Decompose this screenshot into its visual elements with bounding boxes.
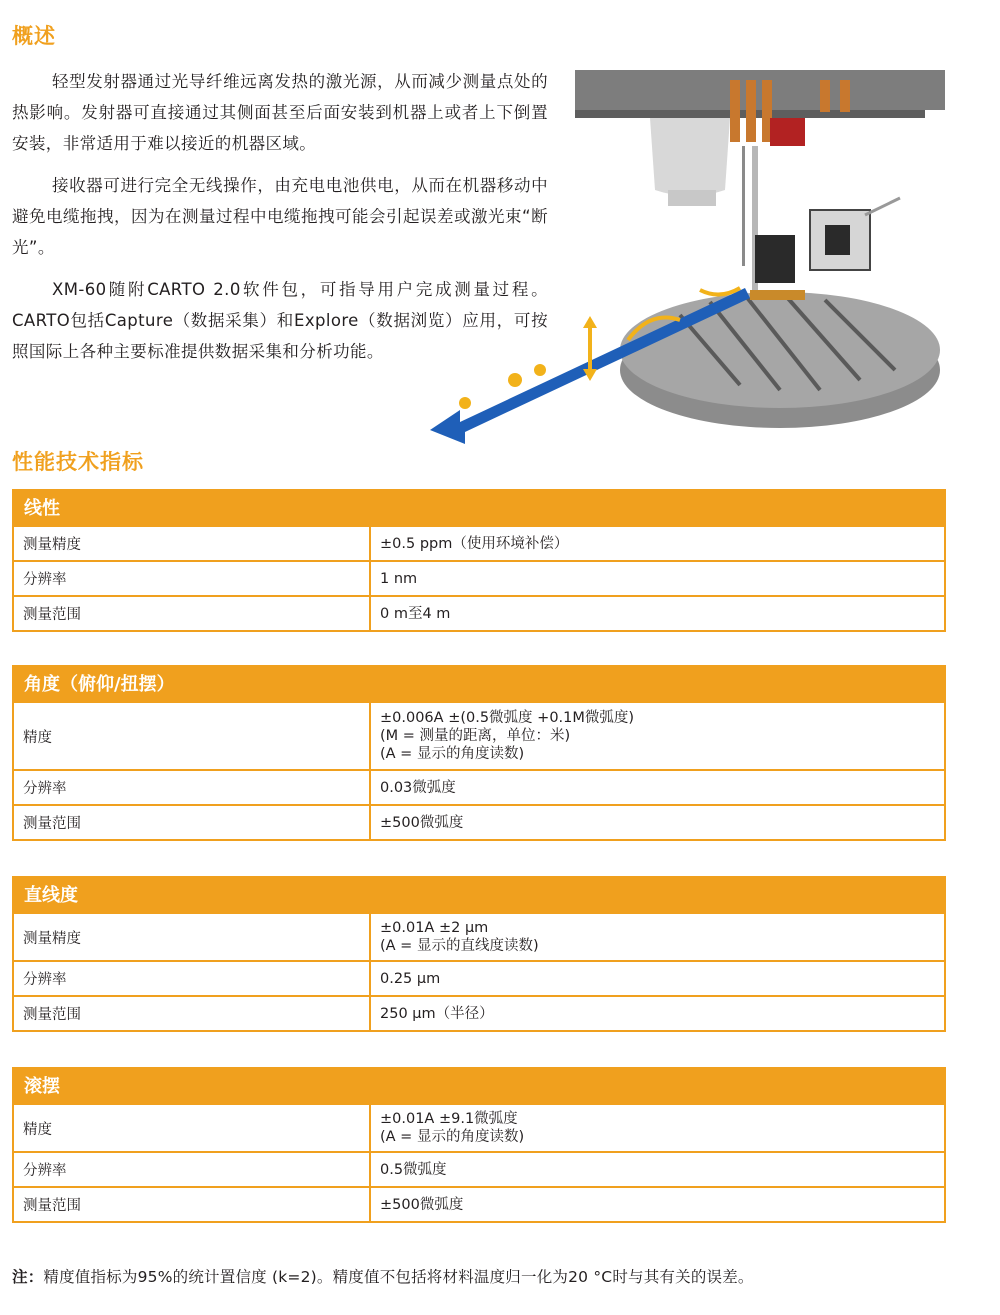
table-row: [14, 1103, 944, 1151]
spec-label: 精度: [14, 1105, 371, 1151]
footnote-label: 注：: [12, 1268, 44, 1286]
spec-table-angular: [12, 665, 946, 841]
spec-value: [371, 997, 944, 1030]
spec-value-line: ±0.006A ±(0.5微弧度 +0.1M微弧度): [380, 710, 635, 726]
spec-value-line: (A = 显示的角度读数): [380, 746, 525, 762]
table-row: [14, 560, 944, 595]
footnote-text: 精度值指标为95%的统计置信度 (k=2)。精度值不包括将材料温度归一化为20 °C时与其有关的误差。: [43, 1268, 754, 1286]
spec-value: [371, 914, 944, 960]
spec-value-line: ±500微弧度: [380, 1196, 464, 1213]
spec-section-heading: 直线度: [14, 878, 944, 912]
machine-illustration: [400, 70, 945, 455]
spec-section-heading: 滚摆: [14, 1069, 944, 1103]
spec-label: 测量范围: [14, 597, 371, 630]
table-row: [14, 701, 944, 769]
spec-value-line: 1 nm: [380, 570, 418, 587]
spec-value-line: 0.5微弧度: [380, 1161, 447, 1178]
overview-heading: 概述: [12, 24, 56, 48]
spec-section-heading: 角度（俯仰/扭摆）: [14, 667, 944, 701]
spec-label: 分辨率: [14, 962, 371, 995]
overview-paragraph: XM-60随附CARTO 2.0软件包，可指导用户完成测量过程。CARTO包括Capture（数据采集）和Explore（数据浏览）应用，可按照国际上各种主要标准提供数据采集和分析功能。: [12, 280, 548, 361]
spec-value: [371, 703, 944, 769]
spec-table-linear: [12, 489, 946, 632]
spec-value-line: ±0.5 ppm（使用环境补偿）: [380, 535, 569, 552]
spec-value-line: ±500微弧度: [380, 814, 464, 831]
spec-value: [371, 597, 944, 630]
spec-value: [371, 1153, 944, 1186]
spec-value-line: (M = 测量的距离，单位：米): [380, 728, 571, 744]
spec-label: 精度: [14, 703, 371, 769]
spec-label: 分辨率: [14, 771, 371, 804]
table-row: [14, 1186, 944, 1221]
spec-value: [371, 962, 944, 995]
spec-value-line: 0.03微弧度: [380, 779, 456, 796]
table-row: [14, 525, 944, 560]
spec-section-heading: 线性: [14, 491, 944, 525]
spec-table-roll: [12, 1067, 946, 1223]
spec-value-line: ±0.01A ±2 µm: [380, 920, 489, 936]
spec-value: [371, 1105, 944, 1151]
table-row: [14, 1151, 944, 1186]
table-row: [14, 769, 944, 804]
spec-value: [371, 1188, 944, 1221]
spec-value: [371, 806, 944, 839]
spec-table-straightness: [12, 876, 946, 1032]
spec-label: 测量精度: [14, 914, 371, 960]
spec-label: 测量精度: [14, 527, 371, 560]
overview-paragraph: 轻型发射器通过光导纤维远离发热的激光源，从而减少测量点处的热影响。发射器可直接通过其侧面甚至后面安装到机器上或者上下倒置安装，非常适用于难以接近的机器区域。: [12, 72, 548, 153]
specifications-heading: 性能技术指标: [12, 450, 144, 474]
spec-value-line: 250 µm（半径）: [380, 1005, 494, 1022]
table-row: [14, 804, 944, 839]
table-row: [14, 960, 944, 995]
footnote: [12, 1265, 754, 1287]
spec-label: 分辨率: [14, 1153, 371, 1186]
spec-value-line: 0 m至4 m: [380, 605, 451, 622]
spec-value: [371, 562, 944, 595]
spec-value: [371, 527, 944, 560]
table-row: [14, 595, 944, 630]
spec-value: [371, 771, 944, 804]
overview-paragraph: 接收器可进行完全无线操作，由充电电池供电，从而在机器移动中避免电缆拖拽，因为在测量过程中电缆拖拽可能会引起误差或激光束“断光”。: [12, 176, 548, 257]
spec-value-line: 0.25 µm: [380, 970, 441, 987]
spec-value-line: ±0.01A ±9.1微弧度: [380, 1111, 518, 1127]
spec-value-line: (A = 显示的直线度读数): [380, 938, 539, 954]
spec-label: 测量范围: [14, 806, 371, 839]
table-row: [14, 995, 944, 1030]
spec-label: 分辨率: [14, 562, 371, 595]
spec-value-line: (A = 显示的角度读数): [380, 1129, 525, 1145]
spec-label: 测量范围: [14, 997, 371, 1030]
spec-label: 测量范围: [14, 1188, 371, 1221]
table-row: [14, 912, 944, 960]
